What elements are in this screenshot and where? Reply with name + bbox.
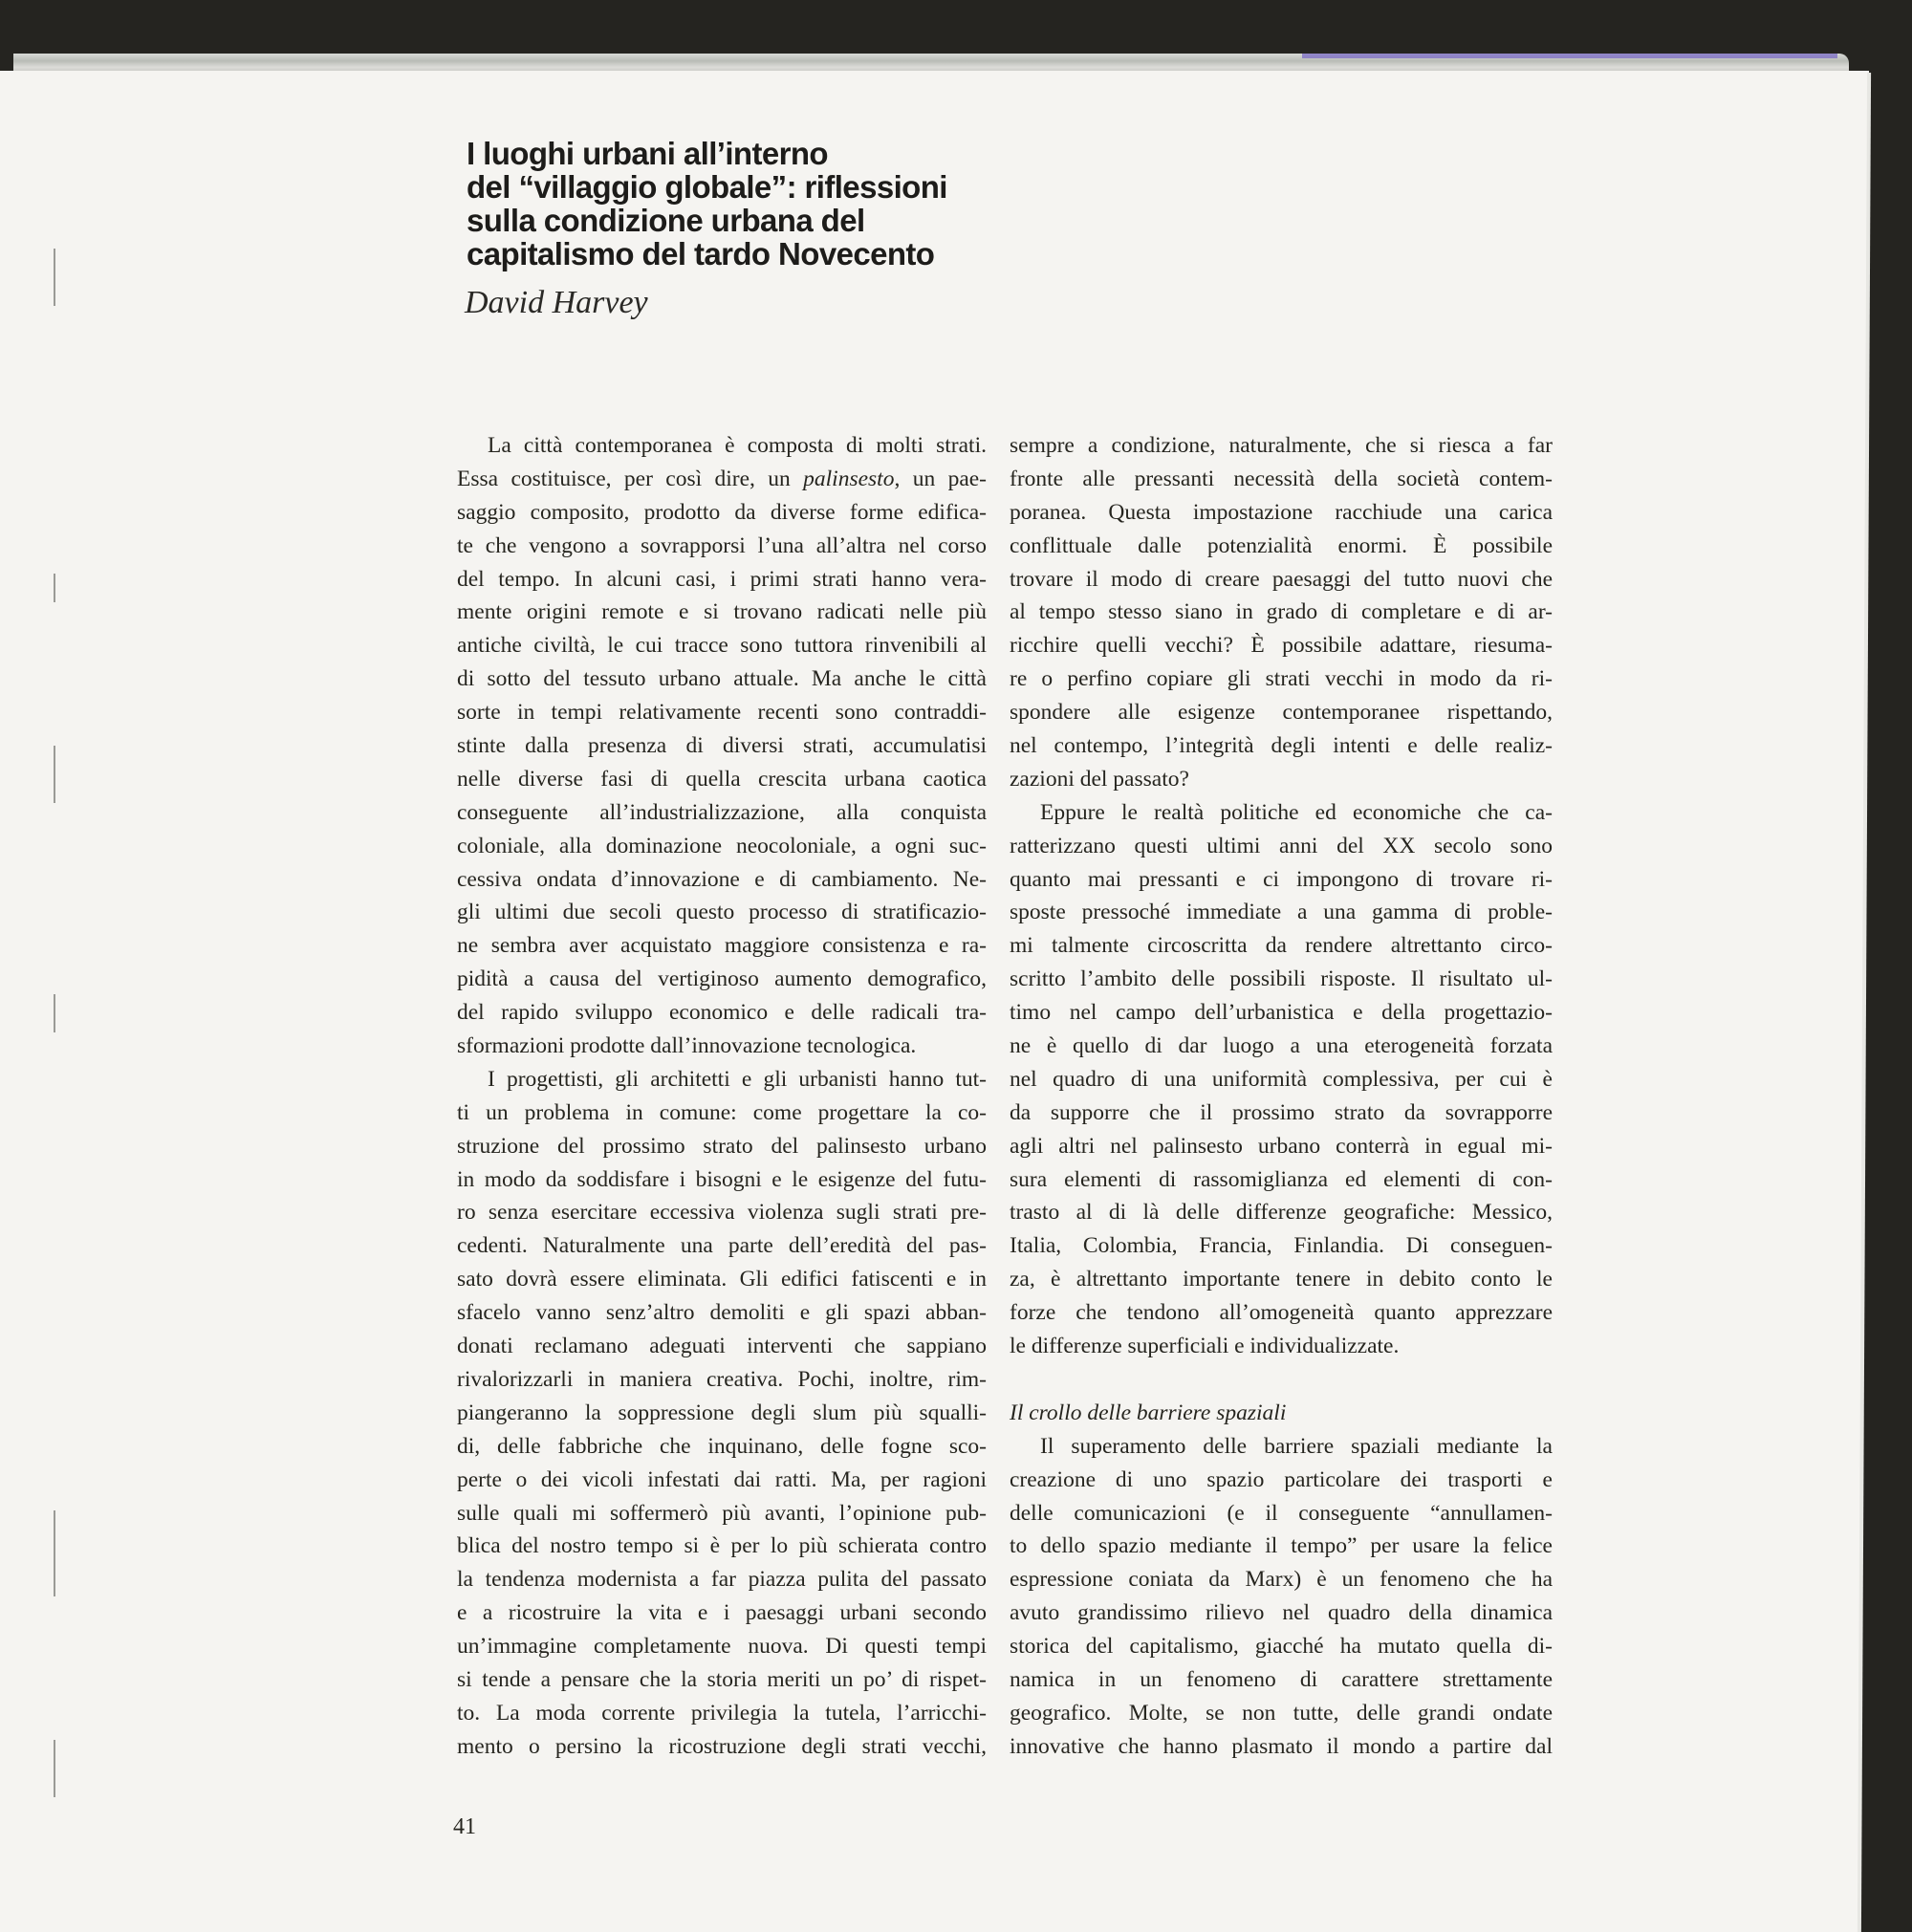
text-line: forze che tendono all’omogeneità quanto apprezzare bbox=[1010, 1300, 1553, 1326]
text-line: geografico. Molte, se non tutte, delle grandi ondate bbox=[1010, 1700, 1553, 1726]
text-line: zazioni del passato? bbox=[1010, 766, 1189, 792]
title-line: capitalismo del tardo Novecento bbox=[467, 236, 935, 271]
text-line: del rapido sviluppo economico e delle radicali tra- bbox=[457, 1000, 987, 1026]
text-line: storica del capitalismo, giacché ha mutato quella di- bbox=[1010, 1634, 1553, 1660]
text-line: conflittuale dalle potenzialità enormi. È possibile bbox=[1010, 532, 1553, 558]
text-line: coloniale, alla dominazione neocoloniale, a ogni suc- bbox=[457, 833, 987, 858]
text-line: nel quadro di una uniformità complessiva, per cui è bbox=[1010, 1066, 1553, 1092]
text-line: di, delle fabbriche che inquinano, delle fogne sco- bbox=[457, 1433, 987, 1459]
title-line: del “villaggio globale”: riflessioni bbox=[467, 169, 947, 205]
text-line: struzione del prossimo strato del palinsesto urbano bbox=[457, 1133, 987, 1159]
text-line: conseguente all’industrializzazione, alla conquista bbox=[457, 799, 987, 825]
text-line: stinte dalla presenza di diversi strati, accumulatisi bbox=[457, 733, 987, 759]
text-line: poranea. Questa impostazione racchiude una carica bbox=[1010, 499, 1553, 525]
text-line: pidità a causa del vertiginoso aumento demografico, bbox=[457, 966, 987, 992]
text-line: cessiva ondata d’innovazione e di cambiamento. Ne- bbox=[457, 866, 987, 892]
text-line: in modo da soddisfare i bisogni e le esigenze del futu- bbox=[457, 1166, 987, 1192]
text-line: trasto al di là delle differenze geografiche: Messico, bbox=[1010, 1200, 1553, 1226]
text-line: del tempo. In alcuni casi, i primi strati hanno vera- bbox=[457, 566, 987, 592]
text-line: sformazioni prodotte dall’innovazione tecnologica. bbox=[457, 1033, 917, 1059]
title-line: I luoghi urbani all’interno bbox=[467, 136, 828, 171]
text-line: piangeranno la soppressione degli slum più squalli- bbox=[457, 1400, 987, 1425]
text-line: creazione di uno spazio particolare dei trasporti e bbox=[1010, 1466, 1553, 1492]
text-line: e a ricostruire la vita e i paesaggi urbani secondo bbox=[457, 1600, 987, 1626]
article-title bbox=[467, 137, 1059, 271]
text-line: avuto grandissimo rilievo nel quadro della dinamica bbox=[1010, 1600, 1553, 1626]
text-line: ricchire quelli vecchi? È possibile adattare, riesuma- bbox=[1010, 633, 1553, 659]
text-line: nelle diverse fasi di quella crescita urbana caotica bbox=[457, 766, 987, 792]
text-line: innovative che hanno plasmato il mondo a partire dal bbox=[1010, 1733, 1553, 1759]
right-text-column bbox=[1010, 429, 1553, 1764]
text-line: scritto l’ambito delle possibili risposte. Il risultato ul- bbox=[1010, 966, 1553, 992]
author-name: David Harvey bbox=[465, 285, 648, 320]
text-line: ro senza esercitare eccessiva violenza sugli strati pre- bbox=[457, 1200, 987, 1226]
text-line: al tempo stesso siano in grado di completare e di ar- bbox=[1010, 599, 1553, 625]
text-line: di sotto del tessuto urbano attuale. Ma anche le città bbox=[457, 666, 987, 692]
text-line: sempre a condizione, naturalmente, che si riesca a far bbox=[1010, 433, 1553, 458]
text-line: gli ultimi due secoli questo processo di stratificazio- bbox=[457, 900, 987, 925]
text-line: sulle quali mi soffermerò più avanti, l’opinione pub- bbox=[457, 1500, 987, 1526]
text-line: Il superamento delle barriere spaziali mediante la bbox=[1040, 1433, 1553, 1459]
text-line: timo nel campo dell’urbanistica e della progettazio- bbox=[1010, 1000, 1553, 1026]
text-line: ti un problema in comune: come progettare la co- bbox=[457, 1099, 987, 1125]
left-text-column bbox=[457, 429, 987, 1764]
text-line: blica del nostro tempo si è per lo più schierata contro bbox=[457, 1533, 987, 1559]
text-line: ratterizzano questi ultimi anni del XX secolo sono bbox=[1010, 833, 1553, 858]
text-line: sato dovrà essere eliminata. Gli edifici fatiscenti e in bbox=[457, 1267, 987, 1292]
text-line: mento o persino la ricostruzione degli strati vecchi, bbox=[457, 1733, 987, 1759]
text-line: espressione coniata da Marx) è un fenomeno che ha bbox=[1010, 1567, 1553, 1593]
text-line: sfacelo vanno senz’altro demoliti e gli spazi abban- bbox=[457, 1300, 987, 1326]
text-line: sorte in tempi relativamente recenti sono contraddi- bbox=[457, 700, 987, 726]
text-line: mi talmente circoscritta da rendere altrettanto circo- bbox=[1010, 933, 1553, 959]
text-line: quanto mai pressanti e ci impongono di trovare ri- bbox=[1010, 866, 1553, 892]
text-line: trovare il modo di creare paesaggi del tutto nuovi che bbox=[1010, 566, 1553, 592]
text-line: Eppure le realtà politiche ed economiche che ca- bbox=[1040, 799, 1553, 825]
text-line: sura elementi di rassomiglianza ed elementi di con- bbox=[1010, 1166, 1553, 1192]
text-line: te che vengono a sovrapporsi l’una all’altra nel corso bbox=[457, 532, 987, 558]
page-number: 41 bbox=[453, 1814, 476, 1839]
italic-term: palinsesto bbox=[803, 466, 895, 491]
text-line: Essa costituisce, per così dire, un palinsesto, un pae- bbox=[457, 466, 988, 491]
text-line: ne è quello di dar luogo a una eterogeneità forzata bbox=[1010, 1033, 1553, 1059]
text-line: la tendenza modernista a far piazza pulita del passato bbox=[457, 1567, 987, 1593]
text-line: delle comunicazioni (e il conseguente “annullamen- bbox=[1010, 1500, 1553, 1526]
text-line: La città contemporanea è composta di molti strati. bbox=[488, 433, 987, 458]
text-line: I progettisti, gli architetti e gli urbanisti hanno tut- bbox=[488, 1066, 987, 1092]
text-line: to dello spazio mediante il tempo” per usare la felice bbox=[1010, 1533, 1553, 1559]
text-line: saggio composito, prodotto da diverse forme edifica- bbox=[457, 499, 987, 525]
text-line: cedenti. Naturalmente una parte dell’eredità del pas- bbox=[457, 1233, 987, 1259]
text-line: spondere alle esigenze contemporanee rispettando, bbox=[1010, 700, 1553, 726]
text-line: si tende a pensare che la storia meriti un po’ di rispet- bbox=[457, 1666, 987, 1692]
text-line: nel contempo, l’integrità degli intenti e delle realiz- bbox=[1010, 733, 1553, 759]
text-line: sposte pressoché immediate a una gamma di proble- bbox=[1010, 900, 1553, 925]
text-line: agli altri nel palinsesto urbano conterrà in egual mi- bbox=[1010, 1133, 1553, 1159]
text-line: le differenze superficiali e individualizzate. bbox=[1010, 1334, 1400, 1359]
text-line: fronte alle pressanti necessità della società contem- bbox=[1010, 466, 1553, 491]
title-line: sulla condizione urbana del bbox=[467, 203, 865, 238]
text-line: namica in un fenomeno di carattere strettamente bbox=[1010, 1666, 1553, 1692]
section-heading: Il crollo delle barriere spaziali bbox=[1010, 1400, 1287, 1425]
binding-marks bbox=[54, 249, 57, 1835]
text-line: un’immagine completamente nuova. Di questi tempi bbox=[457, 1634, 987, 1660]
text-line: za, è altrettanto importante tenere in debito conto le bbox=[1010, 1267, 1553, 1292]
text-line: mente origini remote e si trovano radicati nelle più bbox=[457, 599, 987, 625]
text-line: antiche civiltà, le cui tracce sono tuttora rinvenibili al bbox=[457, 633, 987, 659]
text-line: donati reclamano adeguati interventi che sappiano bbox=[457, 1334, 987, 1359]
text-line: perte o dei vicoli infestati dai ratti. Ma, per ragioni bbox=[457, 1466, 987, 1492]
text-line: Italia, Colombia, Francia, Finlandia. Di conseguen- bbox=[1010, 1233, 1553, 1259]
text-line: to. La moda corrente privilegia la tutela, l’arricchi- bbox=[457, 1700, 987, 1726]
text-line: da supporre che il prossimo strato da sovrapporre bbox=[1010, 1099, 1553, 1125]
text-line: re o perfino copiare gli strati vecchi in modo da ri- bbox=[1010, 666, 1553, 692]
text-line: rivalorizzarli in maniera creativa. Pochi, inoltre, rim- bbox=[457, 1366, 987, 1392]
text-line: ne sembra aver acquistato maggiore consistenza e ra- bbox=[457, 933, 987, 959]
